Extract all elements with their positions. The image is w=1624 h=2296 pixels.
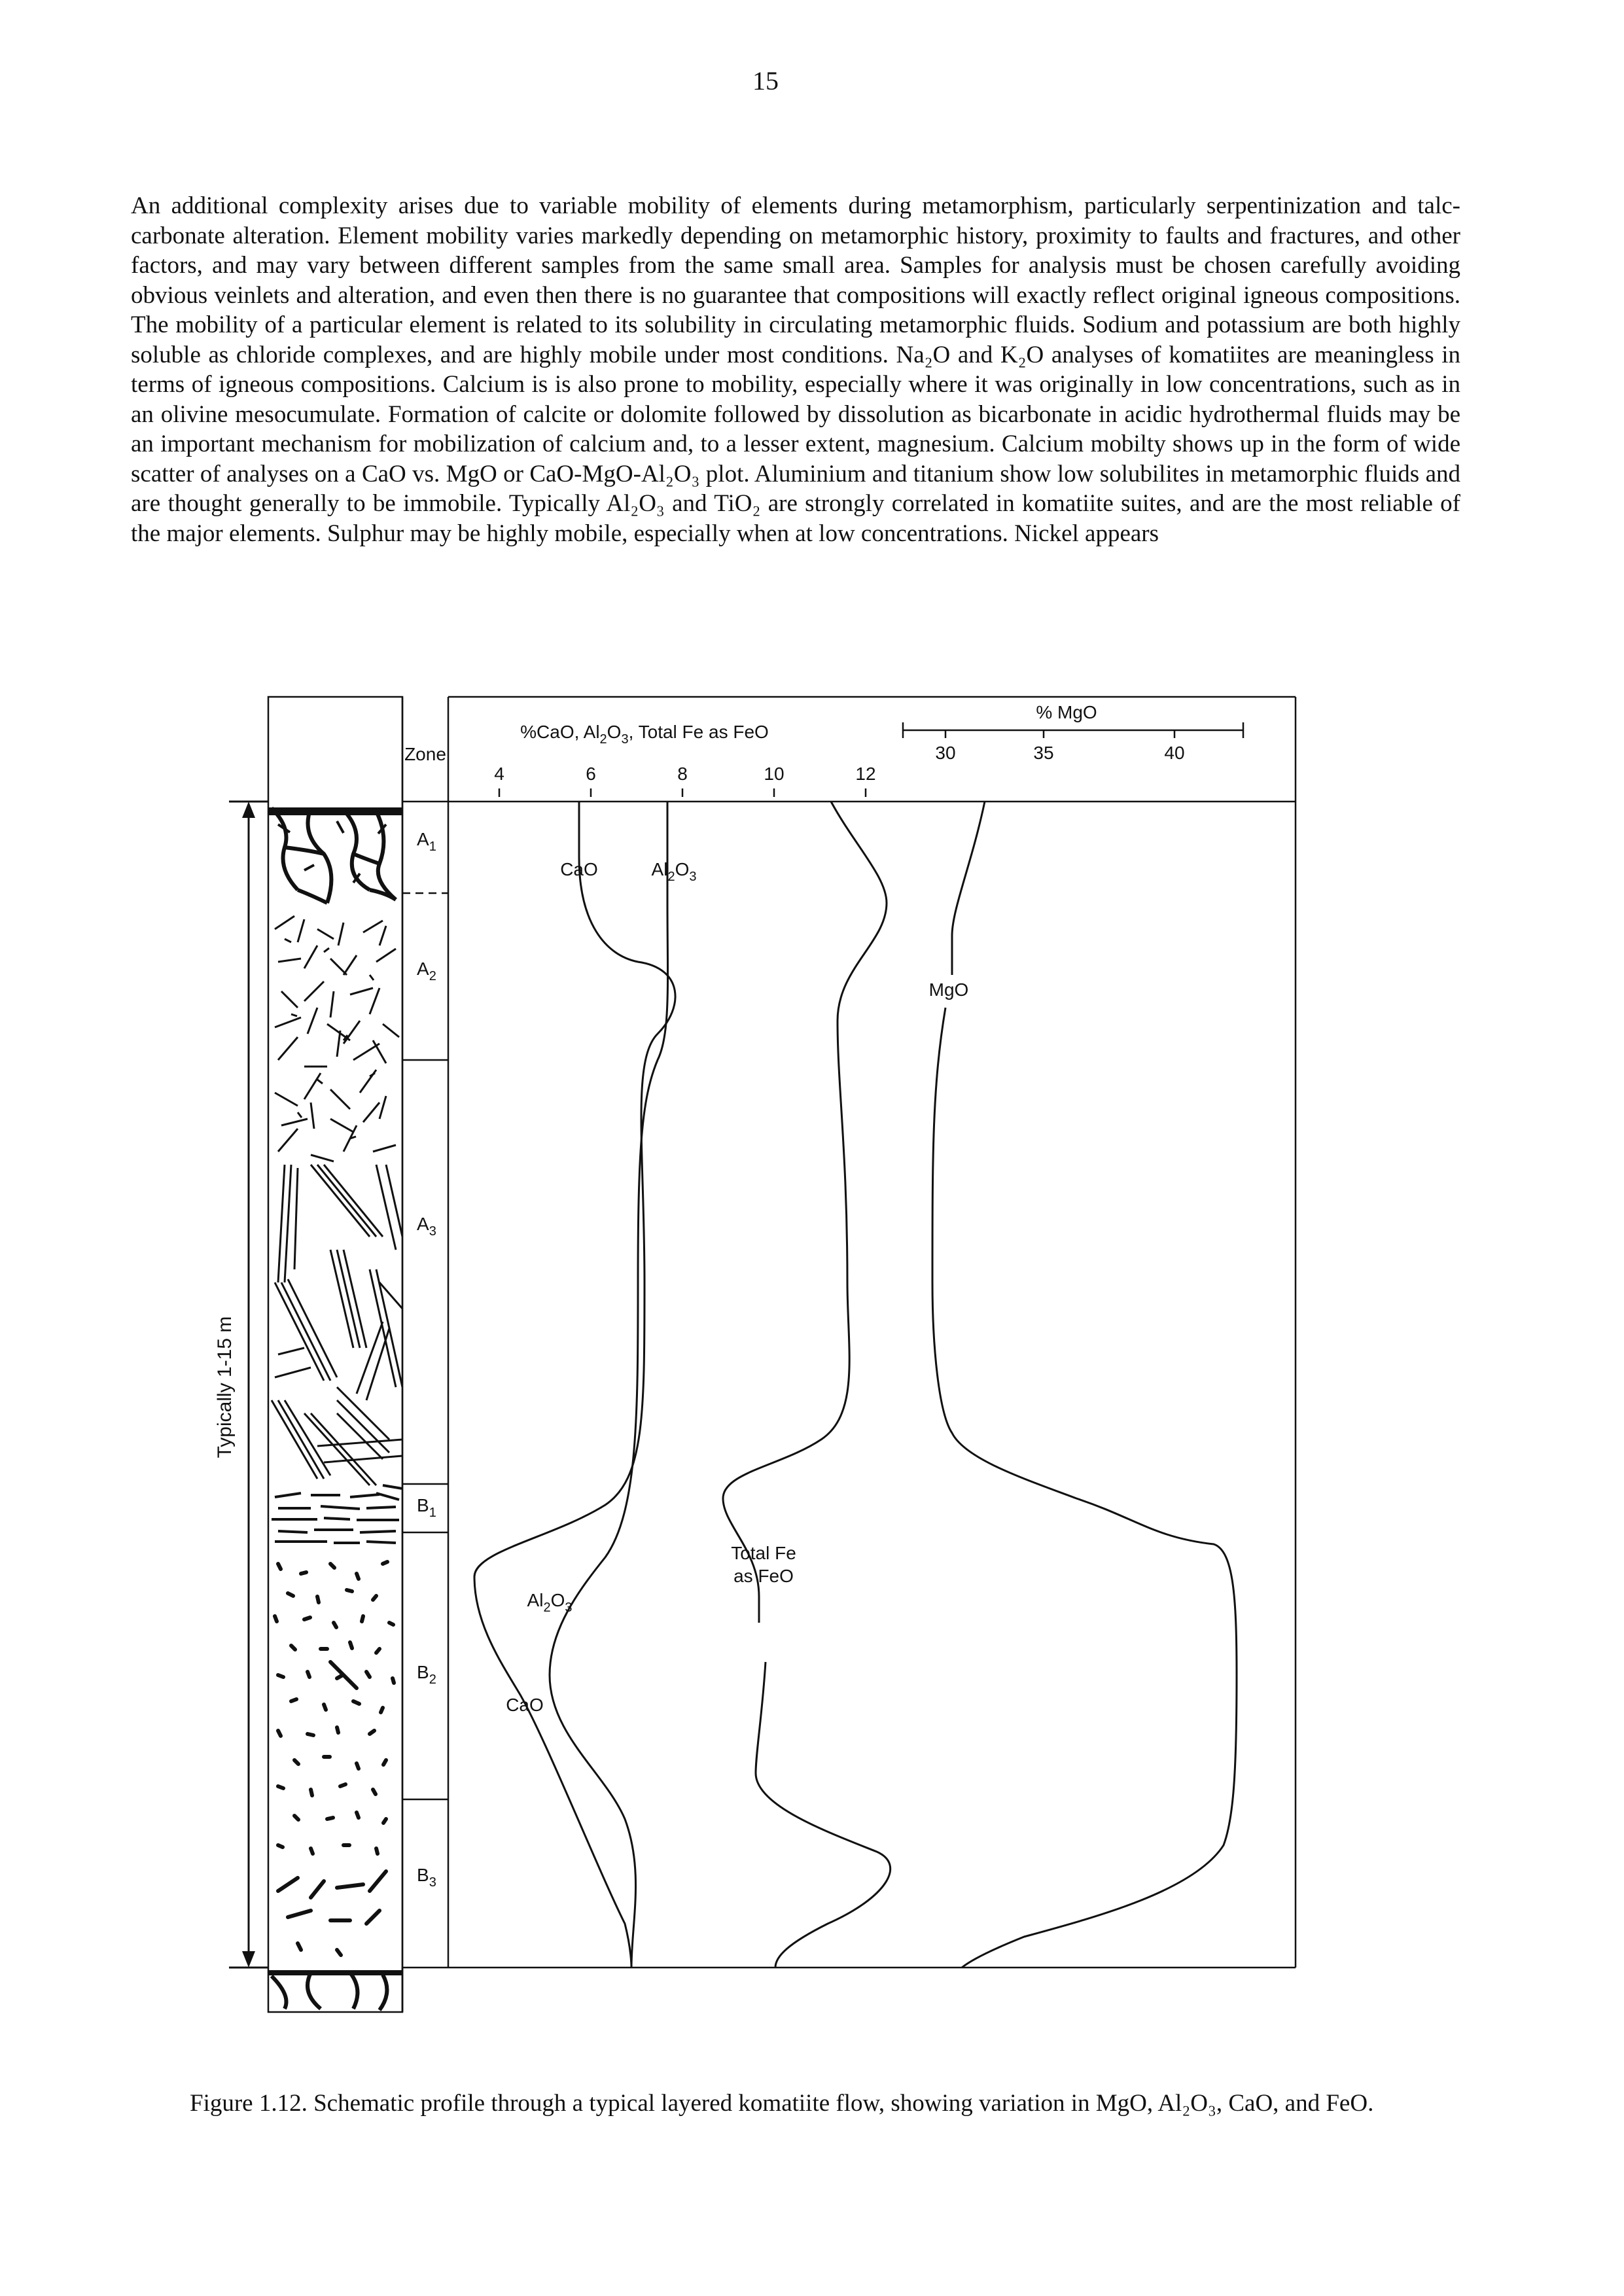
body-paragraph: An additional complexity arises due to variable mobility of elements during metamorphism, particularly serpentinization and talc-carbonate alteration. Element mobility varies markedly depending on metamorphic history, proximity to faults and fractures, and other factors, and may vary between different samples from the same small area. Samples for analysis must be chosen carefully avoiding obvious veinlets and alteration, and even then there is no guarantee that compositions will exactly reflect original igneous compositions. The mobility of a particular element is related to its solubility in circulating metamorphic fluids. Sodium and potassium are both highly soluble as chloride complexes, and are highly mobile under most conditions. Na₂O and K₂O analyses of komatiites are meaningless in terms of igneous compositions. Calcium is is also prone to mobility, especially where it was originally in low concentrations, such as in an olivine mesocumulate. Formation of calcite or dolomite followed by dissolution as bicarbonate in acidic hydrothermal fluids may be an important mechanism for mobilization of calcium and, to a lesser extent, magnesium. Calcium mobilty shows up in the form of wide scatter of analyses on a CaO vs. MgO or CaO-MgO-Al₂O₃ plot. Aluminium and titanium show low solubilites in metamorphic fluids and are thought generally to be immobile. Typically Al₂O₃ and TiO₂ are strongly correlated in komatiite suites, and are the most reliable of the major elements. Sulphur may be highly mobile, especially when at low concentrations. Nickel appears <box>131 192 1460 547</box>
cao-upper-label: CaO <box>560 859 598 879</box>
figure-svg <box>214 694 1299 2048</box>
total-fe-label-line2: as FeO <box>733 1566 794 1586</box>
zone-header: Zone <box>404 744 446 764</box>
left-axis-title: %CaO, $Al_2O_3$, Total Fe as FeO <box>520 722 769 747</box>
cao-curve <box>474 802 675 1968</box>
left-tick-label: 8 <box>677 764 688 784</box>
right-axis-title: % MgO <box>1036 702 1097 722</box>
zone-b3-label: $B_3$ <box>417 1865 436 1890</box>
zone-column <box>402 697 448 1968</box>
cao-lower-label: CaO <box>506 1695 544 1715</box>
total-fe-label: Total Fe <box>731 1543 796 1563</box>
left-axis-ticks <box>494 764 875 784</box>
right-tick-label: 40 <box>1164 743 1185 763</box>
left-tick-label: 12 <box>855 764 876 784</box>
right-tick-label: 30 <box>935 743 956 763</box>
left-tick-label: 10 <box>764 764 785 784</box>
zone-labels <box>417 829 436 1890</box>
zone-b2-label: $B_2$ <box>417 1662 436 1687</box>
figure-caption: Figure 1.12. Schematic profile through a typical layered komatiite flow, showing variation in MgO, Al₂O₃, CaO, and FeO. <box>190 2090 1374 2117</box>
right-tick-label: 35 <box>1033 743 1054 763</box>
left-tick-label: 4 <box>494 764 504 784</box>
left-axis-tick-marks <box>499 788 866 797</box>
mgo-label: MgO <box>928 980 969 1000</box>
al2o3-lower-label: $Al_2O_3$ <box>527 1590 573 1615</box>
zone-b1-label: $B_1$ <box>417 1495 436 1520</box>
left-tick-label: 6 <box>586 764 596 784</box>
thickness-label: Typically 1-15 m <box>214 1316 236 1458</box>
zone-a1-label: $A_1$ <box>417 829 436 854</box>
zone-a3-label: $A_3$ <box>417 1214 436 1239</box>
mgo-curve <box>932 802 1237 1968</box>
zone-a2-label: $A_2$ <box>417 959 436 983</box>
plot-frame <box>448 697 1296 1968</box>
profile-curves <box>474 802 1237 1968</box>
right-axis-scale <box>903 722 1243 738</box>
page-number: 15 <box>752 66 779 96</box>
al2o3-upper-label: $Al_2O_3$ <box>651 859 697 884</box>
feo-curve <box>723 802 891 1968</box>
komatiite-profile-figure <box>214 694 1299 2051</box>
right-axis-ticks <box>935 743 1184 763</box>
curve-labels <box>506 859 968 1715</box>
stratigraphic-column <box>268 808 402 2010</box>
